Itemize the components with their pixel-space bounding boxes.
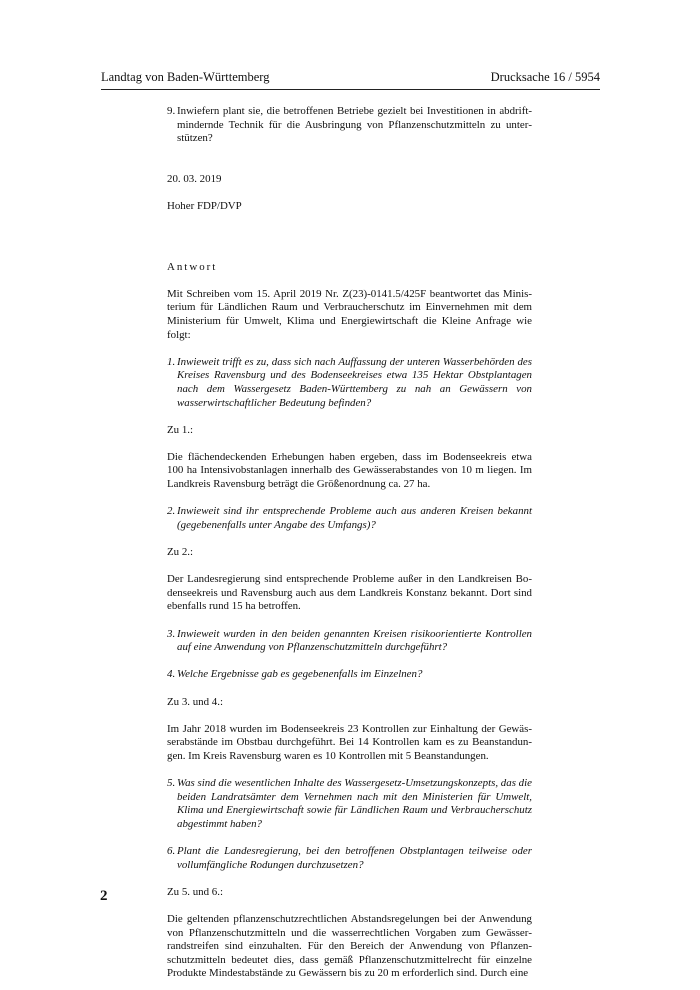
page-number: 2 [100, 888, 108, 904]
question-number: 1. [167, 355, 176, 368]
question-5 [167, 777, 532, 831]
question-number: 9. [167, 105, 176, 117]
antwort-heading: Antwort [167, 260, 218, 273]
question-text: Inwieweit wurden in den beiden genannten Kreisen risikoorientierte Kontrollen auf eine Anwendung von Pflanzenschutzmitteln durchgeführt? [177, 627, 532, 654]
answer-5-6: Die geltenden pflanzenschutzrechtlichen Abstandsregelungen bei der Anwendung von Pflanzenschutzmitteln und die wasserrechtlichen Vorgaben zum Gewässerrandstreifen sind einzuhalten. Für den Bereich der Anwendung von Pflanzenschutzmitteln bedeutet dies, dass gemäß Pflanzenschutzmittelrecht für einzelne Produkte Mindestabstände zu Gewässern bis zu 20 m erforderlich sind. Durch eine [167, 913, 532, 980]
question-text: Inwiefern plant sie, die betroffenen Betriebe gezielt bei Investitionen in abdriftmindernde Technik für die Ausbringung von Pflanzenschutzmitteln zu unterstützen? [177, 105, 532, 145]
question-number: 6. [167, 845, 176, 858]
question-text: Was sind die wesentlichen Inhalte des Wassergesetz-Umsetzungskonzepts, das die beiden Landratsämter dem Vernehmen nach mit den Ministerien für Umwelt, Klima und Energiewirtschaft sowie für Ländlichen Raum und Verbraucherschutz abgestimmt haben? [177, 777, 532, 830]
question-number: 4. [167, 668, 176, 681]
answer-heading-3-4: Zu 3. und 4.: [167, 695, 223, 708]
question-number: 3. [167, 627, 176, 640]
header-rule [101, 89, 600, 90]
question-text: Inwieweit trifft es zu, dass sich nach Auffassung der unteren Wasserbehörden des Kreises Ravensburg und des Bodenseekreises etwa 135 Hektar Obstplantagen nach dem Wassergesetz Baden-Württemberg zu nah an Gewässern von wasserwirtschaftlicher Bedeutung befinden? [177, 355, 532, 409]
question-6 [167, 845, 532, 872]
header-right: Drucksache 16 / 5954 [490, 70, 600, 84]
question-number: 5. [167, 777, 176, 790]
page-header [101, 70, 600, 85]
question-9 [167, 105, 532, 146]
question-text: Plant die Landesregierung, bei den betroffenen Obstplantagen teilweise oder vollumfängliche Rodungen durchzusetzen? [177, 845, 532, 871]
date: 20. 03. 2019 [167, 172, 222, 185]
question-2 [167, 505, 532, 532]
document-body [167, 105, 532, 981]
answer-2: Der Landesregierung sind entsprechende Probleme außer in den Landkreisen Bodenseekreis und Ravensburg auch aus dem Landkreis Konstanz bekannt. Dort sind ebenfalls rund 15 ha betroffen. [167, 573, 532, 613]
answer-heading-5-6: Zu 5. und 6.: [167, 885, 223, 898]
question-text: Inwieweit sind ihr entsprechende Probleme auch aus anderen Kreisen bekannt (gegebenenfalls unter Angabe des Umfangs)? [177, 505, 532, 531]
question-4 [167, 668, 532, 682]
question-number: 2. [167, 505, 176, 518]
question-text: Welche Ergebnisse gab es gegebenenfalls im Einzelnen? [177, 668, 423, 681]
answer-heading-1: Zu 1.: [167, 423, 194, 436]
question-1 [167, 356, 532, 410]
answer-1: Die flächendeckenden Erhebungen haben ergeben, dass im Bodenseekreis etwa 100 ha Intensivobstanlagen innerhalb des Gewässerabstandes von 10 m liegen. Im Landkreis Ravensburg beträgt die Größenordnung ca. 27 ha. [167, 450, 532, 491]
answer-3-4: Im Jahr 2018 wurden im Bodenseekreis 23 Kontrollen zur Einhaltung der Gewässerabstände im Obstbau durchgeführt. Bei 14 Kontrollen kam es zu Beanstandungen. Im Kreis Ravensburg waren es 10 Kontrollen mit 5 Beanstandungen. [167, 722, 532, 762]
intro-paragraph: Mit Schreiben vom 15. April 2019 Nr. Z(23)-0141.5/425F beantwortet das Ministerium für Ländlichen Raum und Verbraucherschutz im Einvernehmen mit dem Ministerium für Umwelt, Klima und Energiewirtschaft die Kleine Anfrage wie folgt: [167, 287, 532, 341]
answer-heading-2: Zu 2.: [167, 546, 194, 559]
signature: Hoher FDP/DVP [167, 199, 242, 212]
question-3 [167, 628, 532, 655]
header-left: Landtag von Baden-Württemberg [101, 70, 270, 84]
